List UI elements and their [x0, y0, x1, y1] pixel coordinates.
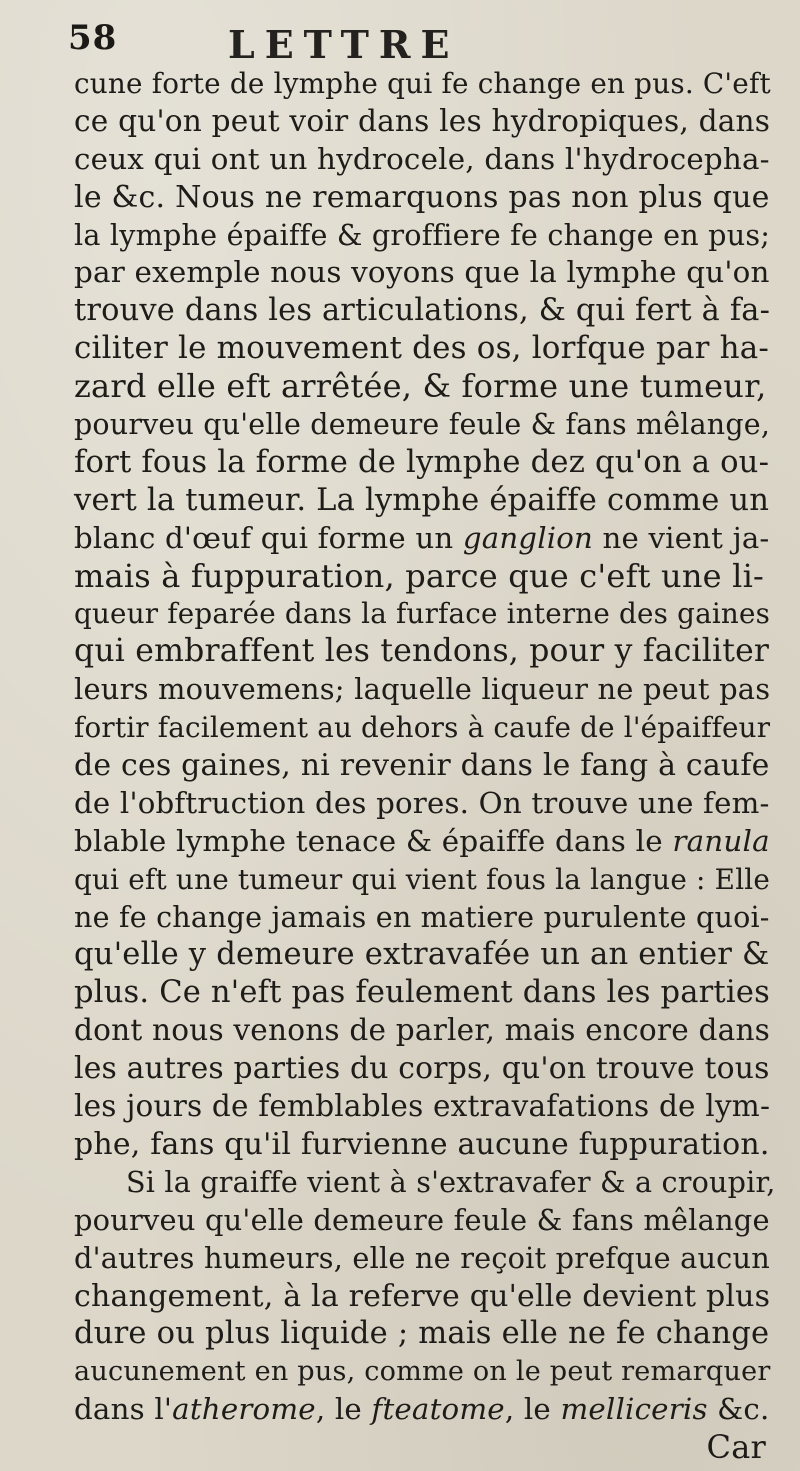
text-run: Si la graiffe vient à s'extravafer & a croupir, [126, 1164, 776, 1199]
text-run: dure ou plus liquide ; mais elle ne fe change [74, 1316, 770, 1352]
text-line [74, 1353, 780, 1391]
body-text [74, 65, 780, 1467]
text-run: phe, fans qu'il furvienne aucune fuppuration. [74, 1126, 770, 1162]
text-run: cune forte de lymphe qui fe change en pus. C'eft [74, 67, 771, 100]
italic-term: fteatome [371, 1392, 505, 1427]
text-line [74, 633, 780, 671]
text-line [74, 1164, 780, 1202]
text-line [74, 747, 780, 785]
text-run: blanc d'œuf qui forme un [74, 520, 463, 555]
text-line [74, 1126, 780, 1164]
text-line [74, 65, 780, 103]
text-run: pourveu qu'elle demeure feule & fans mêlange [74, 1202, 770, 1237]
text-line [74, 330, 780, 368]
text-run: &c. [707, 1392, 770, 1427]
text-run: pourveu qu'elle demeure feule & fans mêlange, [74, 408, 771, 442]
text-run: changement, à la referve qu'elle devient plus [74, 1278, 771, 1314]
text-line [74, 1391, 780, 1429]
text-line [74, 785, 780, 823]
text-line [74, 1050, 780, 1088]
text-run: fortir facilement au dehors à caufe de l'épaiffeur [74, 711, 771, 745]
text-run: de l'obftruction des pores. On trouve une fem- [74, 785, 770, 820]
text-run: de ces gaines, ni revenir dans le fang à caufe [74, 748, 770, 784]
text-run: , le [315, 1392, 372, 1427]
text-run: zard elle eft arrêtée, & forme une tumeur, [74, 367, 767, 406]
text-line [74, 368, 780, 406]
text-run: trouve dans les articulations, & qui fert à fa- [74, 293, 771, 329]
text-run: blable lymphe tenace & épaiffe dans le [74, 823, 673, 858]
italic-term: melliceris [560, 1392, 708, 1427]
text-run: d'autres humeurs, elle ne reçoit prefque aucun [74, 1240, 770, 1275]
text-run: plus. Ce n'eft pas feulement dans les parties [74, 975, 770, 1011]
text-run: les jours de femblables extravafations de lym- [74, 1089, 771, 1124]
text-run: ne vient ja- [593, 520, 770, 555]
catchword: Car [706, 1428, 766, 1467]
text-line [74, 823, 780, 861]
text-run: vert la tumeur. La lymphe épaiffe comme un [74, 482, 770, 518]
text-line [74, 861, 780, 899]
text-line [74, 558, 780, 596]
text-line [74, 520, 780, 558]
text-line [74, 974, 780, 1012]
text-run: qu'elle y demeure extravafée un an entier & [74, 937, 770, 973]
text-run: ne fe change jamais en matiere purulente quoi- [74, 899, 770, 934]
text-line [74, 179, 780, 217]
italic-term: ranula [672, 823, 770, 858]
text-line [74, 671, 780, 709]
running-title: LETTRE [228, 22, 460, 67]
text-line [74, 406, 780, 444]
text-line [74, 1240, 780, 1278]
text-run: ceux qui ont un hydrocele, dans l'hydrocepha- [74, 141, 770, 176]
text-line [74, 1088, 780, 1126]
text-run: qui embraffent les tendons, pour y faciliter [74, 633, 770, 670]
page-header [68, 14, 748, 67]
text-run: dans l' [74, 1392, 173, 1427]
italic-term: ganglion [462, 520, 594, 555]
text-line [74, 103, 780, 141]
text-line [74, 709, 780, 747]
text-run: le &c. Nous ne remarquons pas non plus que [74, 179, 770, 215]
text-line [74, 141, 780, 179]
text-run: les autres parties du corps, qu'on trouve tous [74, 1051, 770, 1087]
text-line [74, 482, 780, 520]
page-number: 58 [68, 18, 118, 58]
text-line [74, 1278, 780, 1316]
text-run: aucunement en pus, comme on le peut remarquer [74, 1356, 771, 1388]
text-line [74, 936, 780, 974]
italic-term: atherome [172, 1392, 316, 1427]
text-line [74, 1202, 780, 1240]
text-line [74, 899, 780, 937]
text-run: mais à fuppuration, parce que c'eft une li- [74, 556, 765, 595]
text-line [74, 1012, 780, 1050]
text-line [74, 292, 780, 330]
text-run: fort fous la forme de lymphe dez qu'on a ou- [74, 444, 770, 480]
text-line [74, 595, 780, 633]
text-run: dont nous venons de parler, mais encore dans [74, 1013, 771, 1048]
text-line [74, 217, 780, 255]
text-run: , le [504, 1392, 561, 1427]
text-line [74, 444, 780, 482]
text-line [74, 1315, 780, 1353]
text-run: ciliter le mouvement des os, lorfque par ha- [74, 330, 770, 367]
text-run: leurs mouvemens; laquelle liqueur ne peut pas [74, 672, 771, 707]
text-run: qui eft une tumeur qui vient fous la langue : Elle [74, 862, 771, 896]
text-run: la lymphe épaiffe & groffiere fe change en pus; [74, 217, 771, 252]
text-line [74, 254, 780, 292]
text-run: queur feparée dans la furface interne des gaines [74, 597, 771, 631]
text-run: par exemple nous voyons que la lymphe qu'on [74, 255, 770, 290]
text-run: ce qu'on peut voir dans les hydropiques, dans [74, 103, 771, 138]
